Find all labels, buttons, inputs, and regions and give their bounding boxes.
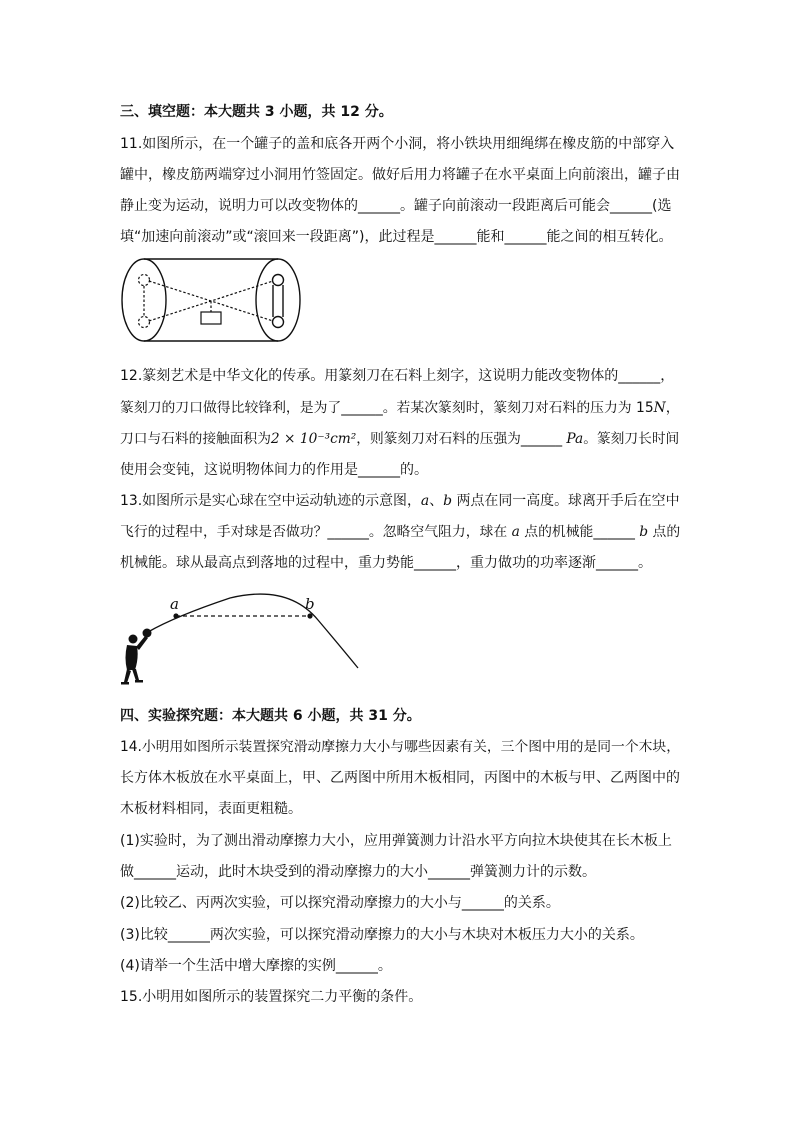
q12-line-4: 使用会变钝，这说明物体间力的作用是______的。 — [120, 462, 428, 478]
thrower-right-foot — [135, 680, 143, 683]
q12-line-2: 篆刻刀的刀口做得比较锋利，是为了______。若某次篆刻时，篆刻刀对石料的压力为 15N， — [120, 400, 680, 416]
contact-area: 2 × 10⁻³cm² — [270, 431, 357, 447]
thrower-figure — [121, 629, 152, 685]
q11-line-3: 静止变为运动，说明力可以改变物体的______。罐子向前滚动一段距离后可能会______(选 — [120, 198, 672, 214]
label-b: b — [305, 595, 315, 613]
q11-line-1: 11.如图所示，在一个罐子的盖和底各开两个小洞，将小铁块用细绳绑在橡皮筋的中部穿入 — [120, 136, 675, 152]
front-hole-top — [273, 275, 284, 286]
q14-line-1: 14.小明用如图所示装置探究滑动摩擦力大小与哪些因素有关，三个图中用的是同一个木块， — [120, 739, 681, 755]
point-b — [307, 613, 312, 618]
q12-line-1: 12.篆刻艺术是中华文化的传承。用篆刻刀在石料上刻字，这说明力能改变物体的______， — [120, 368, 675, 384]
thrower-arm — [136, 636, 148, 650]
section-4-heading: 四、实验探究题：本大题共 6 小题，共 31 分。 — [120, 708, 421, 724]
q13-line-2: 飞行的过程中，手对球是否做功？______。忽略空气阻力，球在 a 点的机械能______ b 点的 — [120, 524, 681, 540]
iron-block — [201, 312, 221, 324]
q13-line-3: 机械能。球从最高点到落地的过程中，重力势能______，重力做功的功率逐渐______。 — [120, 555, 652, 571]
force-unit: N — [653, 400, 666, 416]
ball-trajectory-figure — [118, 588, 364, 690]
can-rubber-band-figure — [118, 256, 304, 344]
section-3-heading: 三、填空题：本大题共 3 小题，共 12 分。 — [120, 104, 393, 120]
q12-line-3: 刀口与石料的接触面积为2 × 10⁻³cm²，则篆刻刀对石料的压强为______ Pa。篆刻刀长时间 — [120, 431, 680, 447]
point-a — [173, 613, 178, 618]
question-15: 15.小明用如图所示的装置探究二力平衡的条件。 — [120, 989, 423, 1005]
back-hole-bottom — [139, 317, 150, 328]
q11-line-2: 罐中，橡皮筋两端穿过小洞用竹签固定。做好后用力将罐子在水平桌面上向前滚出，罐子由 — [120, 167, 680, 183]
trajectory-curve — [148, 594, 358, 668]
thrower-body — [126, 645, 138, 670]
thrower-head — [129, 635, 138, 644]
thrower-left-leg — [124, 669, 131, 683]
back-hole-top — [139, 275, 150, 286]
q14-line-3: 木板材料相同，表面更粗糙。 — [120, 801, 302, 817]
ball — [143, 629, 152, 638]
q14-sub-1-line-2: 做______运动，此时木块受到的滑动摩擦力的大小______弹簧测力计的示数。 — [120, 864, 596, 880]
q14-sub-3: (3)比较______两次实验，可以探究滑动摩擦力的大小与木块对木板压力大小的关系。 — [120, 927, 644, 943]
q14-sub-1-line-1: (1)实验时，为了测出滑动摩擦力大小，应用弹簧测力计沿水平方向拉木块使其在长木板上 — [120, 833, 672, 849]
label-a: a — [170, 595, 179, 613]
thrower-left-foot — [121, 682, 129, 685]
pressure-unit: Pa — [566, 431, 584, 447]
q11-line-4: 填“加速向前滚动”或“滚回来一段距离”)，此过程是______能和______能之间的相互转化。 — [120, 229, 673, 245]
can-front-lid — [256, 259, 300, 341]
q14-sub-4: (4)请举一个生活中增大摩擦的实例______。 — [120, 958, 392, 974]
thrower-right-leg — [132, 669, 139, 681]
front-hole-bottom — [273, 317, 284, 328]
q14-line-2: 长方体木板放在水平桌面上，甲、乙两图中所用木板相同，丙图中的木板与甲、乙两图中的 — [120, 770, 680, 786]
q13-line-1: 13.如图所示是实心球在空中运动轨迹的示意图，a、b 两点在同一高度。球离开手后在空中 — [120, 493, 680, 509]
q14-sub-2: (2)比较乙、丙两次实验，可以探究滑动摩擦力的大小与______的关系。 — [120, 895, 560, 911]
